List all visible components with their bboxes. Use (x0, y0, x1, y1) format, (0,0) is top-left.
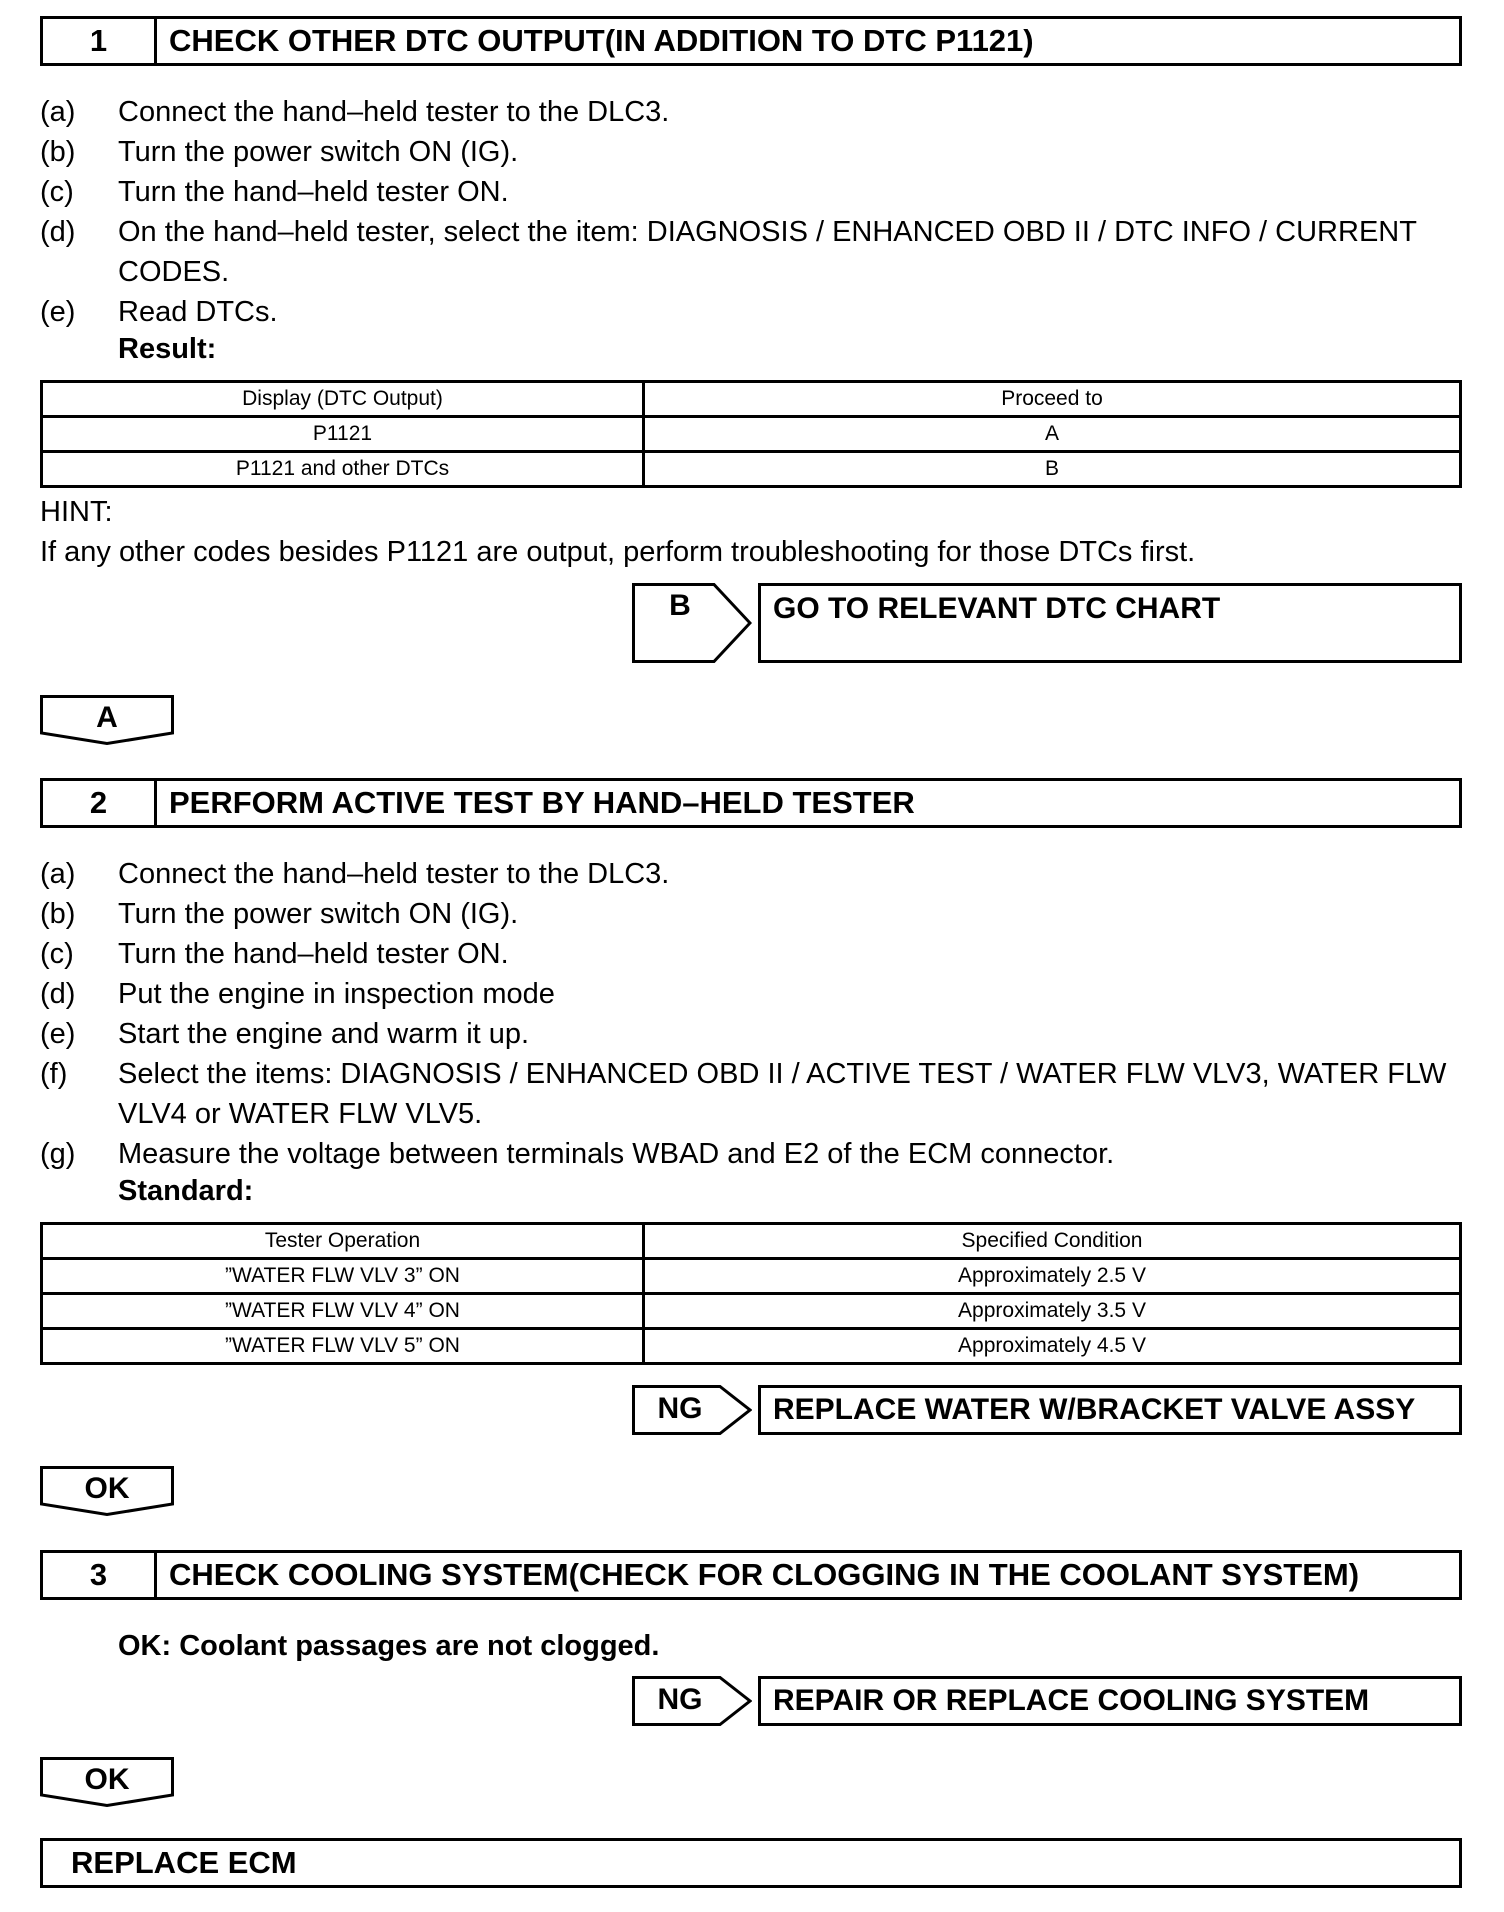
step-1-number: 1 (43, 19, 157, 63)
step-label: (b) (40, 136, 76, 168)
table-row (42, 1294, 1461, 1329)
decision-ng-arrow (632, 1385, 752, 1435)
list-item (40, 854, 1470, 894)
result-table (40, 380, 1462, 488)
step-1-title: CHECK OTHER DTC OUTPUT(IN ADDITION TO DTC P1121) (169, 23, 1034, 58)
table-row (42, 1329, 1461, 1364)
decision-b-result: GO TO RELEVANT DTC CHART (758, 583, 1462, 663)
table-cell: Approximately 3.5 V (644, 1294, 1461, 1329)
step-3-header (40, 1550, 1462, 1600)
result-label: Result: (118, 333, 217, 365)
table-header: Tester Operation (42, 1224, 644, 1259)
list-item (40, 92, 1470, 132)
decision-ng-label: NG (657, 1683, 703, 1716)
step-label: (a) (40, 96, 76, 128)
decision-ng-result: REPAIR OR REPLACE COOLING SYSTEM (758, 1676, 1462, 1726)
step-label: (c) (40, 938, 74, 970)
continue-a-tab (40, 695, 174, 745)
table-header: Display (DTC Output) (42, 382, 644, 417)
continue-a-label: A (96, 701, 118, 734)
step-2-number: 2 (43, 781, 157, 825)
table-row (42, 1259, 1461, 1294)
step-text: Connect the hand–held tester to the DLC3. (118, 858, 670, 890)
table-cell: ”WATER FLW VLV 4” ON (42, 1294, 644, 1329)
table-cell: Approximately 4.5 V (644, 1329, 1461, 1364)
step-label: (e) (40, 1018, 76, 1050)
list-item (40, 212, 1470, 292)
step-text: Start the engine and warm it up. (118, 1018, 530, 1050)
step-text: Measure the voltage between terminals WBAD and E2 of the ECM connector. (118, 1138, 1115, 1170)
table-cell: ”WATER FLW VLV 5” ON (42, 1329, 644, 1364)
step-text: Turn the power switch ON (IG). (118, 898, 519, 930)
decision-ng-label: NG (657, 1392, 703, 1425)
final-action-box: REPLACE ECM (40, 1838, 1462, 1888)
step-label: (b) (40, 898, 76, 930)
table-header: Specified Condition (644, 1224, 1461, 1259)
step-2-title: PERFORM ACTIVE TEST BY HAND–HELD TESTER (169, 785, 915, 820)
step-3-title: CHECK COOLING SYSTEM(CHECK FOR CLOGGING IN THE COOLANT SYSTEM) (169, 1557, 1360, 1592)
table-row (42, 452, 1461, 487)
step-label: (d) (40, 216, 76, 248)
decision-b-arrow (632, 583, 752, 663)
table-cell: P1121 (42, 417, 644, 452)
table-row (42, 417, 1461, 452)
continue-ok-tab (40, 1757, 174, 1807)
continue-ok-tab (40, 1466, 174, 1516)
list-item (40, 974, 1470, 1014)
standard-table (40, 1222, 1462, 1365)
list-item (40, 1014, 1470, 1054)
step-2-header (40, 778, 1462, 828)
step-label: (a) (40, 858, 76, 890)
list-item (40, 172, 1470, 212)
step-text: Turn the power switch ON (IG). (118, 136, 519, 168)
step-2-instructions (40, 854, 1470, 1174)
step-3-number: 3 (43, 1553, 157, 1597)
continue-ok-label: OK (84, 1763, 130, 1796)
step-label: (g) (40, 1138, 76, 1170)
table-cell: A (644, 417, 1461, 452)
step-text: On the hand–held tester, select the item: DIAGNOSIS / ENHANCED OBD II / DTC INFO / CURRENT CODES. (118, 216, 1417, 288)
table-cell: ”WATER FLW VLV 3” ON (42, 1259, 644, 1294)
decision-ng-result: REPLACE WATER W/BRACKET VALVE ASSY (758, 1385, 1462, 1435)
step-1-instructions (40, 92, 1470, 332)
step-1-header (40, 16, 1462, 66)
step-label: (e) (40, 296, 76, 328)
step-label: (d) (40, 978, 76, 1010)
step-label: (f) (40, 1058, 68, 1090)
step-label: (c) (40, 176, 74, 208)
decision-b-label: B (669, 589, 691, 622)
ok-condition-text: OK: Coolant passages are not clogged. (118, 1630, 660, 1662)
table-header: Proceed to (644, 382, 1461, 417)
step-text: Put the engine in inspection mode (118, 978, 555, 1010)
hint-text: If any other codes besides P1121 are output, perform troubleshooting for those DTCs first. (40, 536, 1196, 568)
continue-ok-label: OK (84, 1472, 130, 1505)
list-item (40, 894, 1470, 934)
table-header-row (42, 382, 1461, 417)
table-cell: Approximately 2.5 V (644, 1259, 1461, 1294)
table-header-row (42, 1224, 1461, 1259)
standard-label: Standard: (118, 1175, 254, 1207)
list-item (40, 1054, 1470, 1134)
list-item (40, 934, 1470, 974)
decision-ng-arrow (632, 1676, 752, 1726)
list-item (40, 292, 1470, 332)
step-text: Turn the hand–held tester ON. (118, 176, 509, 208)
step-text: Select the items: DIAGNOSIS / ENHANCED OBD II / ACTIVE TEST / WATER FLW VLV3, WATER FLW VLV4 or WATER FLW VLV5. (118, 1058, 1447, 1130)
step-text: Connect the hand–held tester to the DLC3. (118, 96, 670, 128)
step-text: Read DTCs. (118, 296, 278, 328)
list-item (40, 132, 1470, 172)
table-cell: B (644, 452, 1461, 487)
table-cell: P1121 and other DTCs (42, 452, 644, 487)
step-text: Turn the hand–held tester ON. (118, 938, 509, 970)
hint-label: HINT: (40, 496, 113, 528)
list-item (40, 1134, 1470, 1174)
